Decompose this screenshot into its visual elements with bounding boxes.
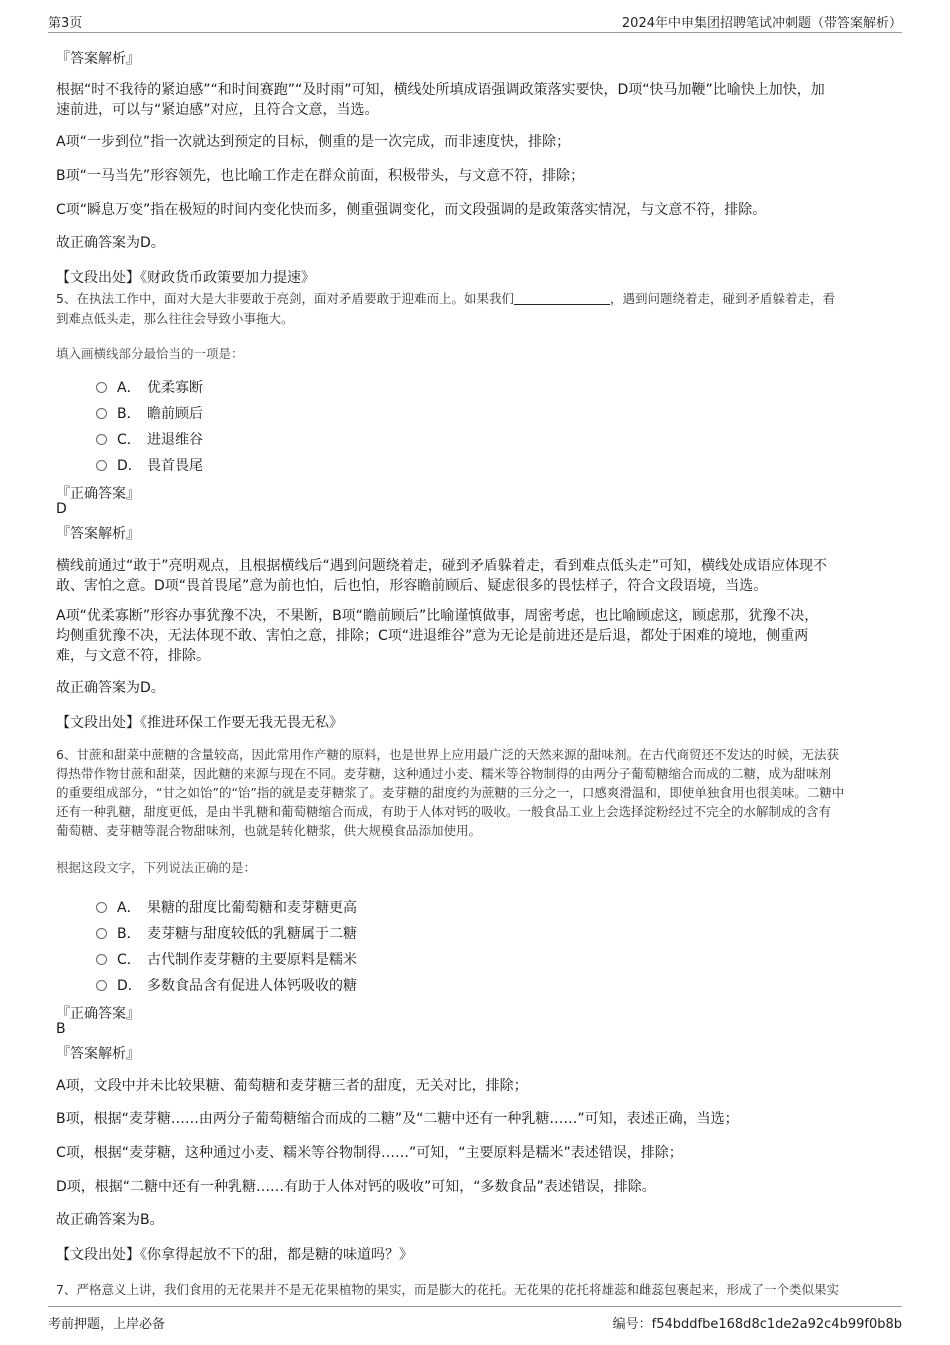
q6-stem-line: 还有一种乳糖，甜度更低，是由半乳糖和葡萄糖缩合而成，有助于人体对钙的吸收。一般食品工业上会选择淀粉经过不完全的水解制成的含有 [56,804,832,819]
q5-option-b[interactable]: B． 瞻前顾后 [96,403,203,423]
radio-button[interactable] [96,434,107,445]
q4-analysis-label: 『答案解析』 [56,51,140,67]
q6-analysis-line: C项，根据“麦芽糖，这种通过小麦、糯米等谷物制得……”可知，“主要原料是糯米”表述错误，排除； [56,1145,683,1161]
q5-analysis-label: 『答案解析』 [56,526,140,542]
q5-correct-label: 『正确答案』 [56,486,140,502]
q5-analysis-line: 均侧重犹豫不决，无法体现不敢、害怕之意，排除；C项“进退维谷”意为无论是前进还是后退，都处于困难的境地，侧重两 [56,628,809,644]
q6-option-c[interactable]: C． 古代制作麦芽糖的主要原料是糯米 [96,949,357,969]
q6-option-b[interactable]: B． 麦芽糖与甜度较低的乳糖属于二糖 [96,923,357,943]
source-title: 《财政货币政策要加力提速》 [140,270,315,286]
source-label: 【文段出处】 [56,270,140,286]
q6-correct-label: 『正确答案』 [56,1006,140,1022]
q5-stem-line2: 到难点低头走，那么往往会导致小事拖大。 [56,311,294,326]
q5-prompt: 填入画横线部分最恰当的一项是： [56,346,244,361]
q7-stem-line: 7、严格意义上讲，我们食用的无花果并不是无花果植物的果实，而是膨大的花托。无花果的花托将雄蕊和雌蕊包裹起来，形成了一个类似果实 [56,1282,839,1297]
radio-button[interactable] [96,902,107,913]
q4-analysis-line: A项“一步到位”指一次就达到预定的目标，侧重的是一次完成，而非速度快，排除； [56,134,571,150]
q5-option-d[interactable]: D． 畏首畏尾 [96,455,203,475]
q4-conclusion: 故正确答案为D。 [56,235,165,251]
q4-analysis-line: C项“瞬息万变”指在极短的时间内变化快而多，侧重强调变化，而文段强调的是政策落实情况，与文意不符，排除。 [56,202,767,218]
radio-button[interactable] [96,382,107,393]
page-number: 第3页 [48,16,83,31]
source-title: 《你拿得起放不下的甜，都是糖的味道吗？》 [140,1247,413,1263]
radio-button[interactable] [96,980,107,991]
document-id: 编号：f54bddfbe168d8c1de2a92c4b99f0b8b [612,1317,902,1332]
q4-analysis-line: B项“一马当先”形容领先，也比喻工作走在群众前面，积极带头，与文意不符，排除； [56,168,585,184]
q5-stem: 5、在执法工作中，面对大是大非要敢于亮剑，面对矛盾要敢于迎难而上。如果我们 ，遇到问题绕着走，碰到矛盾躲着走，看 [56,291,835,306]
q5-option-c[interactable]: C． 进退维谷 [96,429,203,449]
source-title: 《推进环保工作要无我无畏无私》 [140,715,343,731]
footer-slogan: 考前押题，上岸必备 [48,1317,166,1332]
q5-analysis-line: 难，与文意不符，排除。 [56,648,210,664]
source-label: 【文段出处】 [56,1247,140,1263]
q5-analysis-line: 横线前通过“敢于”亮明观点，且根据横线后“遇到问题绕着走，碰到矛盾躲着走，看到难点低头走”可知，横线处成语应体现不 [56,558,828,574]
page-footer [48,1306,902,1331]
q5-analysis-line: A项“优柔寡断”形容办事犹豫不决，不果断，B项“瞻前顾后”比喻谨慎做事，周密考虑，也比喻顾虑这，顾虑那，犹豫不决， [56,608,819,624]
radio-button[interactable] [96,954,107,965]
q4-analysis-line: 速前进，可以与“紧迫感”对应，且符合文意，当选。 [56,102,379,118]
q5-analysis-line: 敢、害怕之意。D项“畏首畏尾”意为前也怕，后也怕，形容瞻前顾后、疑虑很多的畏怯样子，符合文段语境，当选。 [56,578,768,594]
source-label: 【文段出处】 [56,715,140,731]
q4-analysis-line: 根据“时不我待的紧迫感”“和时间赛跑”“及时雨”可知，横线处所填成语强调政策落实要快，D项“快马加鞭”比喻快上加快，加 [56,82,825,98]
q6-analysis-line: D项，根据“二糖中还有一种乳糖……有助于人体对钙的吸收”可知，“多数食品”表述错误，排除。 [56,1179,656,1195]
page-header [48,10,902,33]
q6-stem-line: 葡萄糖、麦芽糖等混合物甜味剂，也就是转化糖浆，供大规模食品添加使用。 [56,823,482,838]
q5-source [56,712,894,732]
answer-blank [514,292,610,305]
q6-source [56,1244,894,1264]
radio-button[interactable] [96,408,107,419]
q5-conclusion: 故正确答案为D。 [56,680,165,696]
radio-button[interactable] [96,928,107,939]
q6-stem-line: 得热带作物甘蔗和甜菜，因此糖的来源与现在不同。麦芽糖，这种通过小麦、糯米等谷物制得的由两分子葡萄糖缩合而成的二糖，成为甜味剂 [56,766,832,781]
q6-analysis-line: A项，文段中并未比较果糖、葡萄糖和麦芽糖三者的甜度，无关对比，排除； [56,1078,528,1094]
q6-correct-answer: B [56,1021,66,1037]
document-title: 2024年中申集团招聘笔试冲刺题（带答案解析） [621,16,902,31]
q6-conclusion: 故正确答案为B。 [56,1212,164,1228]
radio-button[interactable] [96,460,107,471]
q4-source [56,267,894,287]
q6-analysis-line: B项，根据“麦芽糖……由两分子葡萄糖缩合而成的二糖”及“二糖中还有一种乳糖……”可知，表述正确，当选； [56,1111,739,1127]
q6-analysis-label: 『答案解析』 [56,1046,140,1062]
q5-correct-answer: D [56,501,67,517]
q6-option-a[interactable]: A． 果糖的甜度比葡萄糖和麦芽糖更高 [96,897,357,917]
q5-option-a[interactable]: A． 优柔寡断 [96,377,203,397]
q6-stem-line: 6、甘蔗和甜菜中蔗糖的含量较高，因此常用作产糖的原料，也是世界上应用最广泛的天然来源的甜味剂。在古代商贸还不发达的时候，无法获 [56,747,839,762]
q6-option-d[interactable]: D． 多数食品含有促进人体钙吸收的糖 [96,975,357,995]
q6-prompt: 根据这段文字，下列说法正确的是： [56,860,257,875]
q6-stem-line: 的重要组成部分，“甘之如饴”的“饴”指的就是麦芽糖浆了。麦芽糖的甜度约为蔗糖的三分之一，口感爽滑温和，即使单独食用也很美味。二糖中 [56,785,845,800]
